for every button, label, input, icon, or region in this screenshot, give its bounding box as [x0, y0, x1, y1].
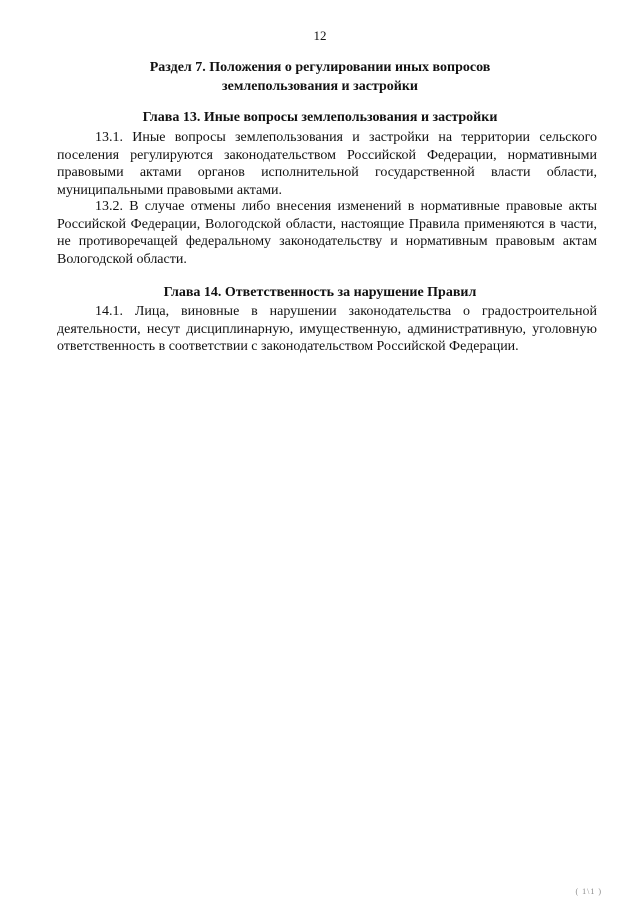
- paragraph-13-1: 13.1. Иные вопросы землепользования и застройки на территории сельского поселения регулируются законодательством Российской Федерации, нормативными правовыми актами органов исполнительной государственной власти области, муниципальными правовыми актами.: [57, 130, 597, 198]
- chapter-14-title: Глава 14. Ответственность за нарушение Правил: [163, 285, 477, 300]
- page-number: 12: [313, 28, 327, 43]
- section-title: Раздел 7. Положения о регулировании иных вопросов землепользования и застройки: [149, 60, 491, 94]
- scan-footer-mark: ( 1\1 ): [575, 887, 602, 896]
- paragraph-14-1: 14.1. Лица, виновные в нарушении законодательства о градостроительной деятельности, несут дисциплинарную, имущественную, административную, уголовную ответственность в соответствии с законодательством Российской Федерации.: [57, 304, 597, 354]
- paragraph-13-2: 13.2. В случае отмены либо внесения изменений в нормативные правовые акты Российской Федерации, Вологодской области, настоящие Правила применяются в части, не противоречащей федеральному законодательству и нормативным правовым актам Вологодской области.: [57, 199, 597, 267]
- chapter-13-title: Глава 13. Иные вопросы землепользования и застройки: [142, 110, 498, 125]
